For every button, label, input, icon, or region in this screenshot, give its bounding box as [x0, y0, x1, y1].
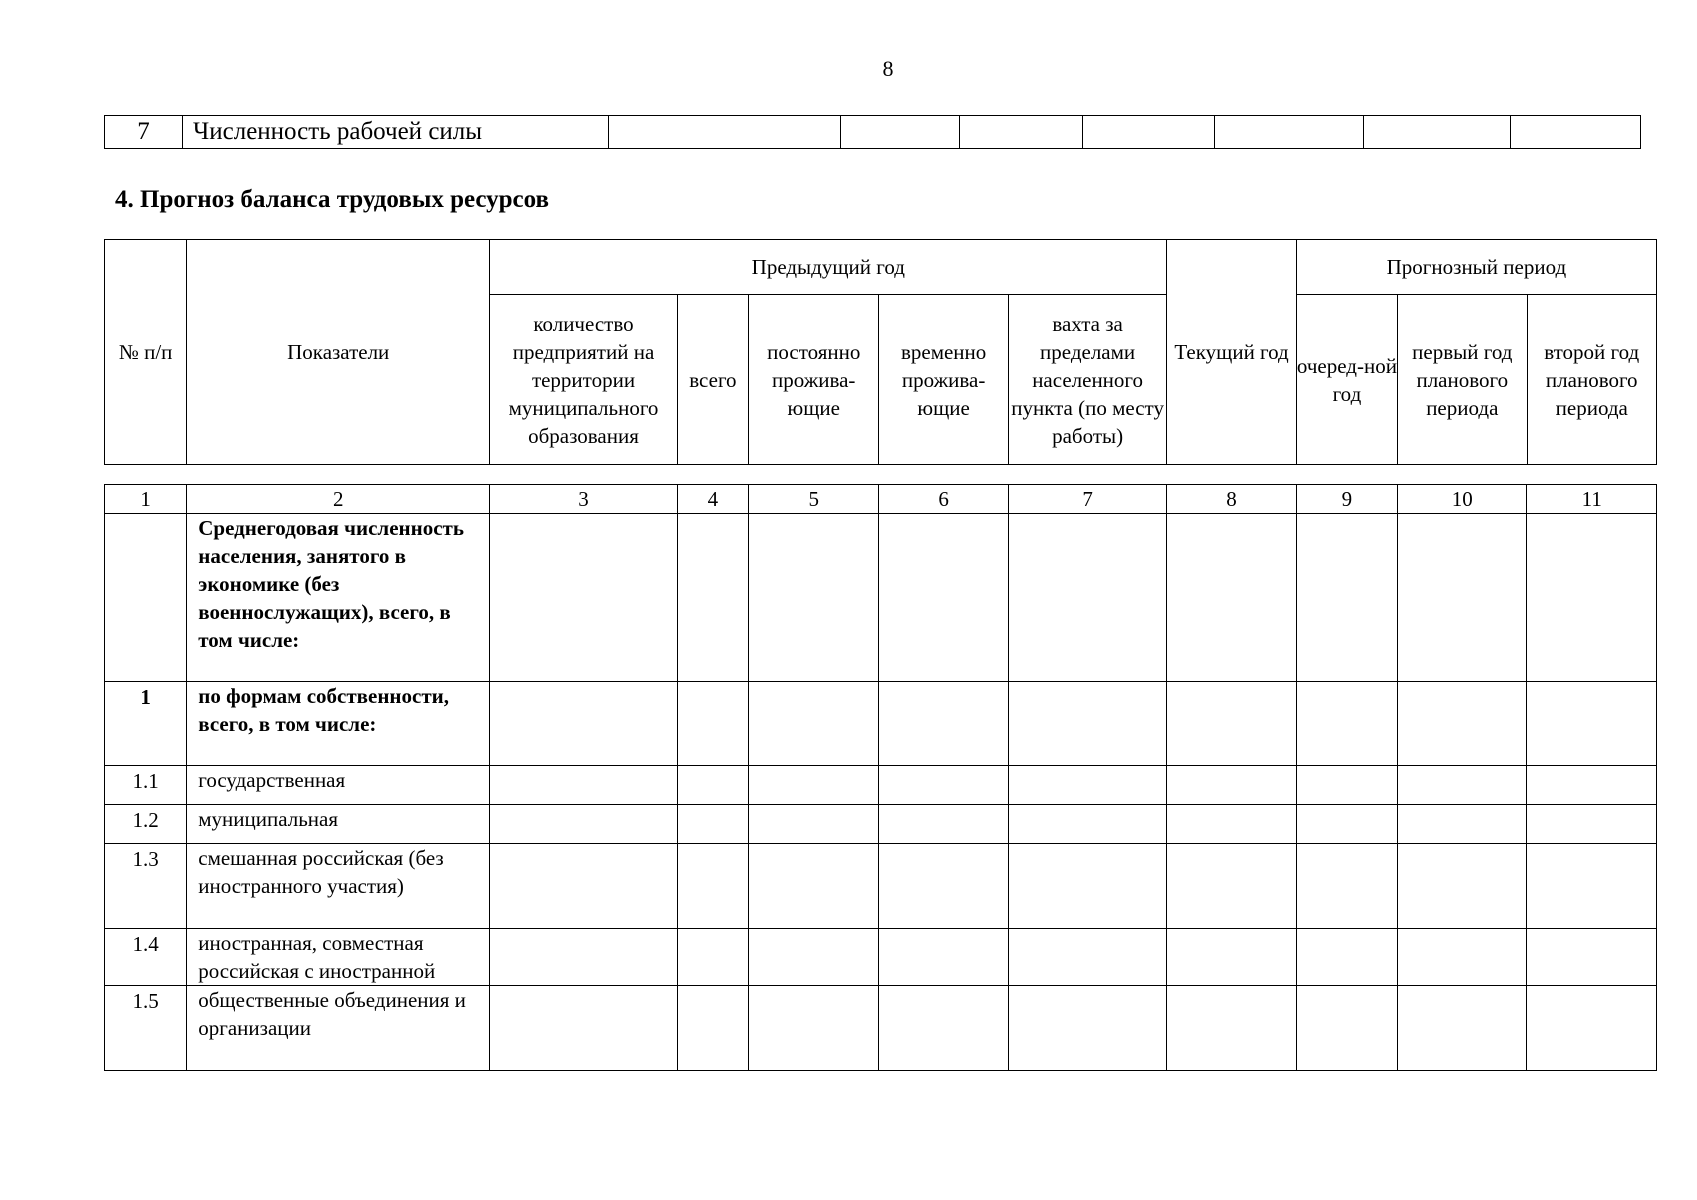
empty-cell — [1364, 116, 1511, 149]
empty-cell — [1511, 116, 1641, 149]
header-row — [105, 240, 1657, 295]
empty-cell — [1398, 844, 1527, 929]
empty-cell — [1296, 682, 1397, 766]
row-number: 1 — [105, 682, 187, 766]
empty-cell — [960, 116, 1083, 149]
header-num: № п/п — [105, 240, 187, 465]
row-label: Среднегодовая численность населения, занятого в экономике (без военнослужащих), всего, в том числе: — [187, 514, 490, 682]
empty-cell — [1167, 844, 1296, 929]
empty-cell — [677, 514, 748, 682]
header-total: всего — [677, 295, 748, 465]
header-indicators: Показатели — [187, 240, 490, 465]
column-number: 9 — [1296, 485, 1397, 514]
empty-cell — [1296, 844, 1397, 929]
header-enterprises: количество предприятий на территории муниципального образования — [490, 295, 678, 465]
empty-cell — [490, 844, 678, 929]
empty-cell — [1167, 514, 1296, 682]
empty-cell — [879, 844, 1008, 929]
empty-cell — [749, 766, 879, 805]
empty-cell — [490, 929, 678, 986]
empty-cell — [1296, 805, 1397, 844]
empty-cell — [490, 682, 678, 766]
header-permanent: постоянно прожива-ющие — [749, 295, 879, 465]
empty-cell — [677, 805, 748, 844]
empty-cell — [1008, 766, 1167, 805]
column-number: 6 — [879, 485, 1008, 514]
column-number: 4 — [677, 485, 748, 514]
table-row — [105, 682, 1657, 766]
table-row — [105, 929, 1657, 986]
empty-cell — [1527, 805, 1657, 844]
column-number: 1 — [105, 485, 187, 514]
empty-cell — [1008, 929, 1167, 986]
table-row — [105, 844, 1657, 929]
empty-cell — [879, 514, 1008, 682]
empty-cell — [490, 514, 678, 682]
row-number: 1.4 — [105, 929, 187, 986]
table-row — [105, 514, 1657, 682]
column-number: 10 — [1398, 485, 1527, 514]
empty-cell — [609, 116, 841, 149]
row-label: по формам собственности, всего, в том числе: — [187, 682, 490, 766]
empty-cell — [841, 116, 960, 149]
empty-cell — [1167, 682, 1296, 766]
forecast-header-table — [104, 239, 1657, 465]
header-next-year: очеред-ной год — [1296, 295, 1397, 465]
empty-cell — [1398, 805, 1527, 844]
column-number: 2 — [187, 485, 490, 514]
page-number: 8 — [882, 56, 894, 81]
empty-cell — [879, 766, 1008, 805]
empty-cell — [1008, 682, 1167, 766]
empty-cell — [1527, 929, 1657, 986]
empty-cell — [749, 514, 879, 682]
row-number — [105, 514, 187, 682]
row-label: государственная — [187, 766, 490, 805]
empty-cell — [1167, 929, 1296, 986]
empty-cell — [490, 986, 678, 1071]
empty-cell — [879, 986, 1008, 1071]
empty-cell — [1527, 986, 1657, 1071]
column-numbers-row — [105, 485, 1657, 514]
empty-cell — [1398, 766, 1527, 805]
empty-cell — [677, 766, 748, 805]
empty-cell — [1167, 766, 1296, 805]
empty-cell — [490, 766, 678, 805]
empty-cell — [749, 844, 879, 929]
empty-cell — [1008, 844, 1167, 929]
empty-cell — [1296, 986, 1397, 1071]
empty-cell — [1167, 805, 1296, 844]
empty-cell — [749, 986, 879, 1071]
empty-cell — [1527, 514, 1657, 682]
empty-cell — [749, 929, 879, 986]
empty-cell — [1398, 682, 1527, 766]
empty-cell — [879, 805, 1008, 844]
empty-cell — [879, 682, 1008, 766]
row-label: общественные объединения и организации — [187, 986, 490, 1071]
empty-cell — [1398, 986, 1527, 1071]
section-title: 4. Прогноз баланса трудовых ресурсов — [115, 186, 550, 213]
continuation-table — [104, 115, 1641, 149]
empty-cell — [1215, 116, 1364, 149]
empty-cell — [1527, 844, 1657, 929]
table-row — [105, 766, 1657, 805]
empty-cell — [1527, 766, 1657, 805]
row-label: смешанная российская (без иностранного участия) — [187, 844, 490, 929]
header-current-year: Текущий год — [1167, 240, 1296, 465]
table-row — [105, 116, 1641, 149]
header-second-plan-year: второй год планового периода — [1527, 295, 1657, 465]
empty-cell — [1167, 986, 1296, 1071]
empty-cell — [677, 844, 748, 929]
empty-cell — [1296, 766, 1397, 805]
empty-cell — [1527, 682, 1657, 766]
column-number: 3 — [490, 485, 678, 514]
header-temporary: временно прожива-ющие — [879, 295, 1008, 465]
row-label: Численность рабочей силы — [183, 116, 609, 149]
empty-cell — [490, 805, 678, 844]
table-row — [105, 805, 1657, 844]
row-number: 7 — [105, 116, 183, 149]
empty-cell — [1398, 929, 1527, 986]
row-label: муниципальная — [187, 805, 490, 844]
forecast-data-table — [104, 484, 1657, 1071]
empty-cell — [1008, 986, 1167, 1071]
table-row — [105, 986, 1657, 1071]
empty-cell — [1008, 514, 1167, 682]
empty-cell — [749, 805, 879, 844]
column-number: 7 — [1008, 485, 1167, 514]
empty-cell — [677, 986, 748, 1071]
empty-cell — [1296, 514, 1397, 682]
column-number: 8 — [1167, 485, 1296, 514]
row-number: 1.1 — [105, 766, 187, 805]
header-shift: вахта за пределами населенного пункта (по месту работы) — [1008, 295, 1167, 465]
row-number: 1.3 — [105, 844, 187, 929]
empty-cell — [677, 929, 748, 986]
empty-cell — [1398, 514, 1527, 682]
empty-cell — [879, 929, 1008, 986]
column-number: 11 — [1527, 485, 1657, 514]
row-number: 1.5 — [105, 986, 187, 1071]
row-number: 1.2 — [105, 805, 187, 844]
empty-cell — [1083, 116, 1215, 149]
empty-cell — [1008, 805, 1167, 844]
empty-cell — [677, 682, 748, 766]
row-label: иностранная, совместная российская с иностранной — [187, 929, 490, 986]
empty-cell — [749, 682, 879, 766]
header-first-plan-year: первый год планового периода — [1398, 295, 1527, 465]
column-number: 5 — [749, 485, 879, 514]
header-forecast-period: Прогнозный период — [1296, 240, 1656, 295]
empty-cell — [1296, 929, 1397, 986]
header-prev-year: Предыдущий год — [490, 240, 1167, 295]
